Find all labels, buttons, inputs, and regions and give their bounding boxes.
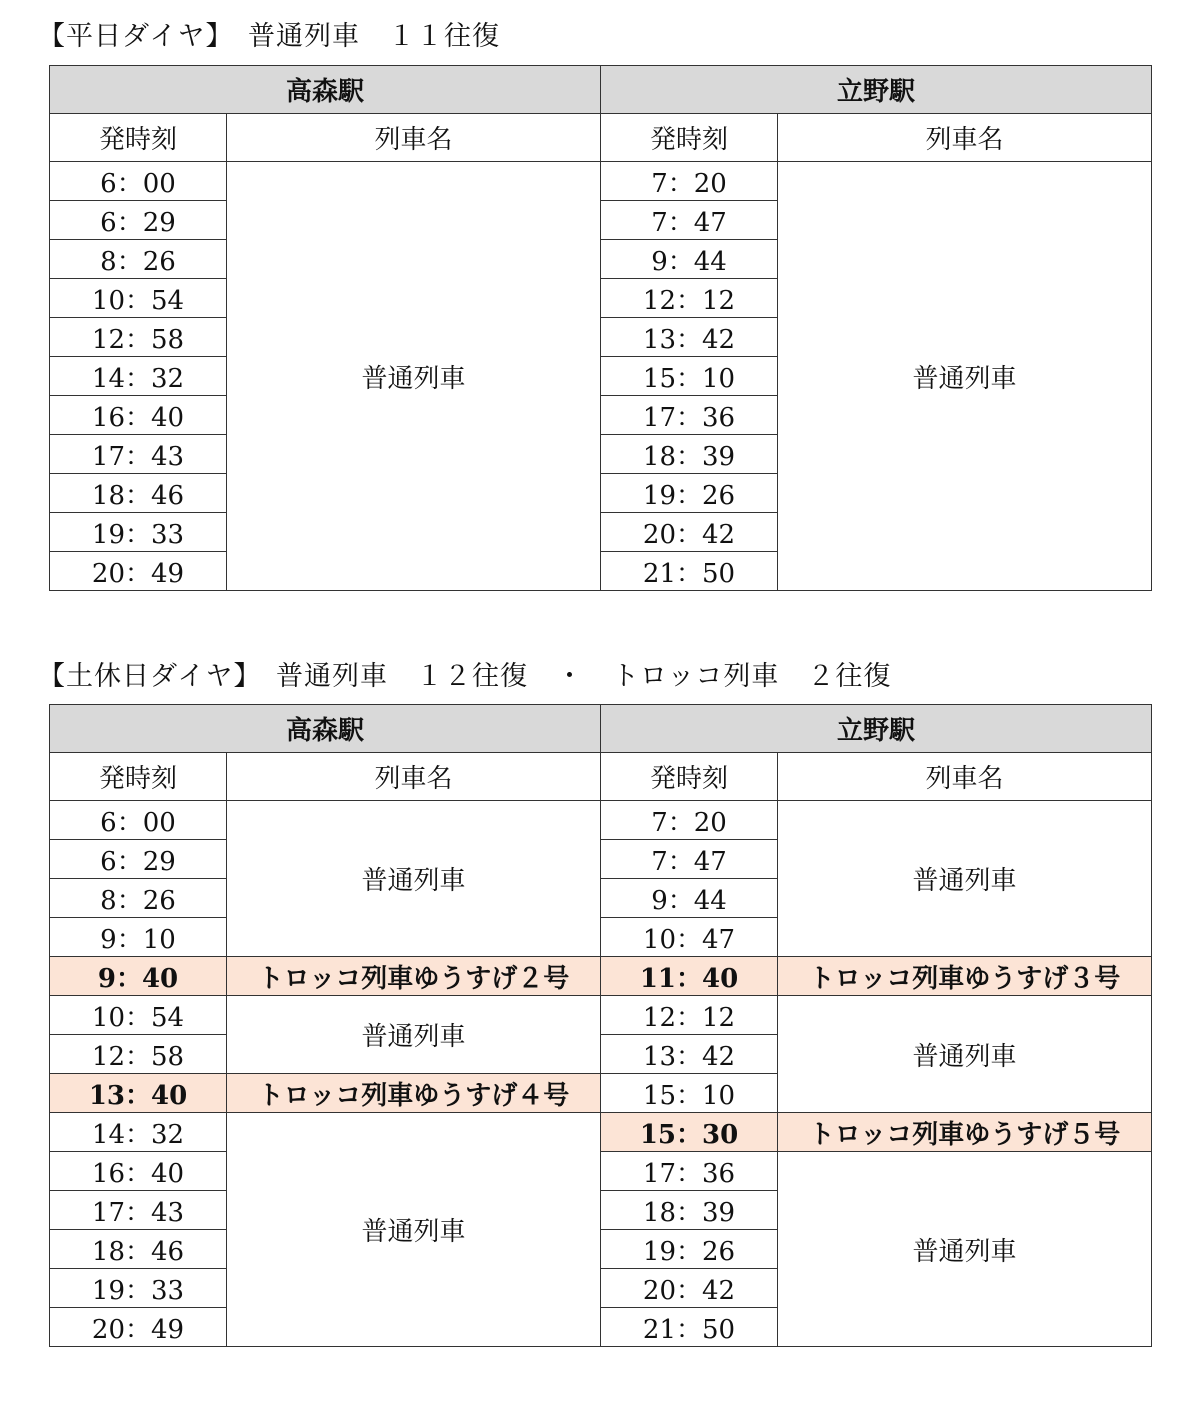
holiday-right-time-header: 発時刻: [601, 753, 778, 801]
departure-time: 9：44: [601, 879, 778, 918]
departure-time: 13：42: [601, 1035, 778, 1074]
departure-time: 17：43: [50, 1191, 227, 1230]
departure-time: 7：47: [601, 840, 778, 879]
table-row: [50, 957, 1152, 996]
departure-time: 12：58: [50, 318, 227, 357]
departure-time: 8：26: [50, 879, 227, 918]
train-name: 普通列車: [227, 996, 601, 1074]
trolley-train-name: トロッコ列車ゆうすげ４号: [227, 1074, 601, 1113]
departure-time: 10：54: [50, 996, 227, 1035]
departure-time: 12：58: [50, 1035, 227, 1074]
departure-time: 16：40: [50, 1152, 227, 1191]
departure-time: 6：00: [50, 801, 227, 840]
departure-time: 19：26: [601, 1230, 778, 1269]
train-name: 普通列車: [778, 801, 1152, 957]
departure-time: 19：26: [601, 474, 778, 513]
weekday-station-takamori: 高森駅: [50, 66, 601, 114]
departure-time: 19：33: [50, 1269, 227, 1308]
weekday-right-train-header: 列車名: [778, 114, 1152, 162]
holiday-right-train-header: 列車名: [778, 753, 1152, 801]
weekday-left-train-header: 列車名: [227, 114, 601, 162]
weekday-station-tateno: 立野駅: [601, 66, 1152, 114]
departure-time: 9：10: [50, 918, 227, 957]
departure-time: 18：39: [601, 1191, 778, 1230]
departure-time: 20：49: [50, 552, 227, 591]
train-name: 普通列車: [227, 801, 601, 957]
departure-time: 12：12: [601, 996, 778, 1035]
table-row: [50, 1152, 1152, 1191]
trolley-train-name: トロッコ列車ゆうすげ５号: [778, 1113, 1152, 1152]
table-row: [50, 996, 1152, 1035]
departure-time: 10：47: [601, 918, 778, 957]
holiday-station-takamori: 高森駅: [50, 705, 601, 753]
departure-time: 21：50: [601, 1308, 778, 1347]
holiday-left-time-header: 発時刻: [50, 753, 227, 801]
holiday-left-train-header: 列車名: [227, 753, 601, 801]
train-name: 普通列車: [778, 162, 1152, 591]
departure-time: 20：49: [50, 1308, 227, 1347]
trolley-departure-time: 15：30: [601, 1113, 778, 1152]
weekday-timetable: [49, 65, 1152, 591]
weekday-right-time-header: 発時刻: [601, 114, 778, 162]
train-name: 普通列車: [778, 996, 1152, 1113]
departure-time: 14：32: [50, 1113, 227, 1152]
departure-time: 13：42: [601, 318, 778, 357]
departure-time: 15：10: [601, 357, 778, 396]
departure-time: 10：54: [50, 279, 227, 318]
departure-time: 12：12: [601, 279, 778, 318]
departure-time: 9：44: [601, 240, 778, 279]
departure-time: 17：36: [601, 1152, 778, 1191]
departure-time: 7：20: [601, 162, 778, 201]
trolley-train-name: トロッコ列車ゆうすげ３号: [778, 957, 1152, 996]
departure-time: 7：20: [601, 801, 778, 840]
departure-time: 19：33: [50, 513, 227, 552]
departure-time: 18：46: [50, 474, 227, 513]
departure-time: 15：10: [601, 1074, 778, 1113]
train-name: 普通列車: [227, 1113, 601, 1347]
departure-time: 17：43: [50, 435, 227, 474]
table-row: [50, 1113, 1152, 1152]
trolley-departure-time: 11：40: [601, 957, 778, 996]
trolley-departure-time: 9：40: [50, 957, 227, 996]
trolley-train-name: トロッコ列車ゆうすげ２号: [227, 957, 601, 996]
departure-time: 20：42: [601, 1269, 778, 1308]
departure-time: 7：47: [601, 201, 778, 240]
departure-time: 21：50: [601, 552, 778, 591]
holiday-timetable: [49, 704, 1152, 1347]
train-name: 普通列車: [227, 162, 601, 591]
weekday-section-title: 【平日ダイヤ】 普通列車 １１往復: [38, 21, 500, 52]
departure-time: 6：00: [50, 162, 227, 201]
departure-time: 16：40: [50, 396, 227, 435]
departure-time: 17：36: [601, 396, 778, 435]
departure-time: 20：42: [601, 513, 778, 552]
holiday-section-title: 【土休日ダイヤ】 普通列車 １２往復 ・ トロッコ列車 ２往復: [38, 661, 892, 692]
holiday-station-tateno: 立野駅: [601, 705, 1152, 753]
table-row: [50, 801, 1152, 840]
departure-time: 6：29: [50, 201, 227, 240]
departure-time: 18：39: [601, 435, 778, 474]
weekday-left-time-header: 発時刻: [50, 114, 227, 162]
train-name: 普通列車: [778, 1152, 1152, 1347]
table-row: [50, 162, 1152, 201]
departure-time: 18：46: [50, 1230, 227, 1269]
departure-time: 8：26: [50, 240, 227, 279]
departure-time: 14：32: [50, 357, 227, 396]
departure-time: 6：29: [50, 840, 227, 879]
trolley-departure-time: 13：40: [50, 1074, 227, 1113]
